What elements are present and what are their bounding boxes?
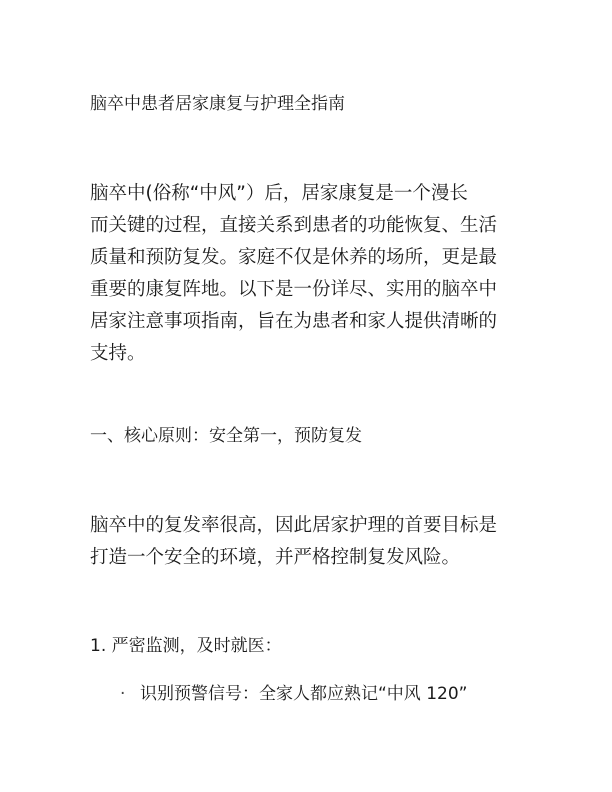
intro-line: 居家注意事项指南，旨在为患者和家人提供清晰的 bbox=[90, 311, 498, 332]
section-heading: 一、核心原则：安全第一，预防复发 bbox=[90, 426, 362, 446]
section-line: 脑卒中的复发率很高，因此居家护理的首要目标是 bbox=[90, 515, 498, 536]
intro-line: 重要的康复阵地。以下是一份详尽、实用的脑卒中 bbox=[90, 279, 498, 300]
intro-line: 而关键的过程，直接关系到患者的功能恢复、生活 bbox=[90, 215, 498, 236]
section-line: 打造一个安全的环境，并严格控制复发风险。 bbox=[90, 547, 461, 568]
bullet-item bbox=[120, 682, 467, 706]
intro-line: 支持。 bbox=[90, 343, 146, 364]
document-title: 脑卒中患者居家康复与护理全指南 bbox=[90, 94, 345, 114]
bullet-text: 识别预警信号：全家人都应熟记“中风 120” bbox=[140, 684, 468, 704]
numbered-item-label: 1. 严密监测，及时就医： bbox=[90, 636, 282, 656]
bullet-marker: · bbox=[120, 684, 126, 704]
intro-line: 脑卒中(俗称“中风”）后，居家康复是一个漫长 bbox=[90, 183, 468, 204]
section-paragraph bbox=[90, 510, 540, 574]
intro-paragraph bbox=[90, 178, 540, 370]
intro-line: 质量和预防复发。家庭不仅是休养的场所，更是最 bbox=[90, 247, 498, 268]
